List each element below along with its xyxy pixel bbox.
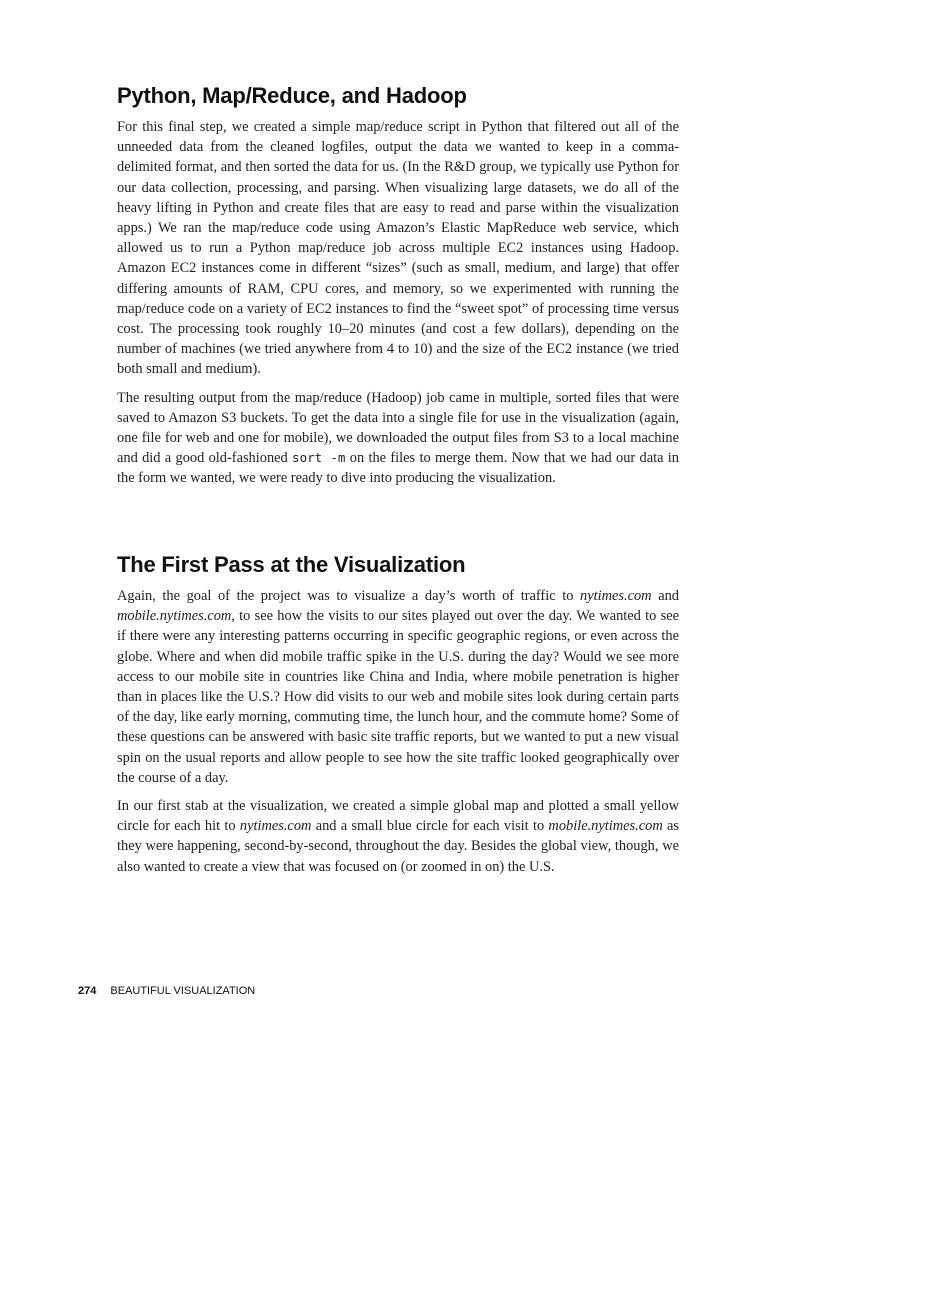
paragraph: For this final step, we created a simple map/reduce script in Python that filtered out all of the unneeded data from the cleaned logfiles, output the data we wanted to keep in a comma-delimited format, and then sorted the data for us. (In the R&D group, we typically use Python for our data collection, processing, and parsing. When visualizing large datasets, we do all of the heavy lifting in Python and create files that are easy to read and parse within the visualization apps.) We ran the map/reduce code using Amazon’s Elastic MapReduce web service, which allowed us to run a Python map/reduce job across multiple EC2 instances using Hadoop. Amazon EC2 instances come in different “sizes” (such as small, medium, and large) that offer differing amounts of RAM, CPU cores, and memory, so we experimented with running the map/reduce code on a variety of EC2 instances to find the “sweet spot” of processing time versus cost. The processing took roughly 10–20 minutes (and cost a few dollars), depending on the number of machines (we tried anywhere from 4 to 10) and the size of the EC2 instance (we tried both small and medium).: [117, 119, 679, 378]
paragraph: [117, 388, 679, 489]
text-run: The resulting output from the map/reduce (Hadoop) job came in multiple, sorted files that were saved to Amazon S3 buckets. To get the data into a single file for use in the visualization (again, one file for web and one for mobile), we downloaded the output files from S3 to a local machine and did a good old-fashioned: [117, 389, 679, 467]
section-heading-python-mapreduce-hadoop: Python, Map/Reduce, and Hadoop: [117, 83, 467, 108]
text-run: Again, the goal of the project was to visualize a day’s worth of traffic to: [117, 588, 581, 604]
section-heading-first-pass: The First Pass at the Visualization: [117, 552, 466, 577]
section-body-first-pass: [117, 586, 679, 877]
text-run: as they were happening, second-by-second, throughout the day. Besides the global view, though, we also wanted to create a view that was focused on (or zoomed in on) the U.S.: [117, 818, 679, 875]
section-body-python-mapreduce-hadoop: [117, 117, 679, 489]
text-run: , to see how the visits to our sites played out over the day. We wanted to see if there were any interesting patterns occurring in specific geographic regions, or even across the globe. Where and when did mobile traffic spike in the U.S. during the day? Would we see more access to our mobile site in countries like China and India, where mobile penetration is higher than in places like the U.S.? How did visits to our web and mobile sites look during certain parts of the day, like early morning, commuting time, the lunch hour, and the commute home? Some of these questions can be answered with basic site traffic reports, but we wanted to put a new visual spin on the usual reports and allow people to see how the site traffic looked geographically over the course of a day.: [117, 608, 679, 786]
emphasis: mobile.nytimes.com: [117, 608, 232, 625]
text-run: and a small blue circle for each visit to: [311, 818, 549, 835]
emphasis: nytimes.com: [580, 588, 652, 604]
text-run: In our first stab at the visualization, we created a simple global map and plotted a small yellow circle for each hit to: [117, 798, 679, 835]
text-run: on the files to merge them. Now that we had our data in the form we wanted, we were ready to dive into producing the visualization.: [117, 450, 680, 487]
emphasis: nytimes.com: [239, 818, 312, 835]
text-run: and: [651, 588, 679, 604]
running-title: BEAUTIFUL VISUALIZATION: [110, 985, 256, 997]
page-number: 274: [78, 985, 97, 997]
inline-code: sort -m: [292, 450, 346, 466]
paragraph: [117, 586, 679, 788]
paragraph: [117, 796, 679, 877]
page-footer: [78, 985, 255, 997]
emphasis: mobile.nytimes.com: [548, 818, 663, 835]
